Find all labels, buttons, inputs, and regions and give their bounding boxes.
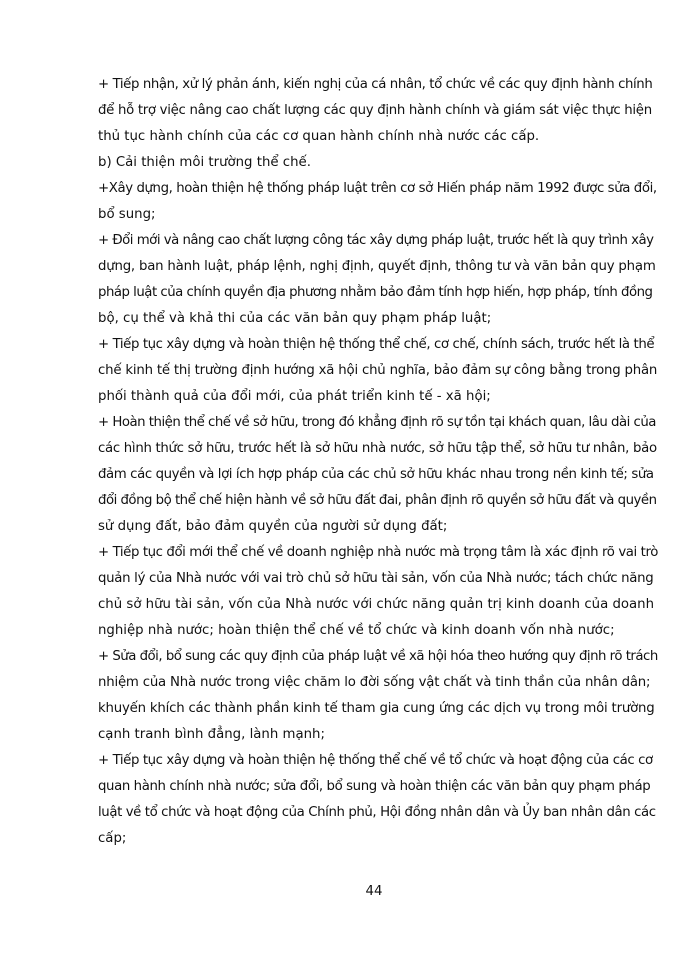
text-line: cạnh tranh bình đẳng, lành mạnh; xyxy=(98,727,325,742)
text-line: +Xây dựng, hoàn thiện hệ thống pháp luật trên cơ sở Hiến pháp năm 1992 được sửa đổi, xyxy=(98,181,657,196)
text-line: quan hành chính nhà nước; sửa đổi, bổ sung và hoàn thiện các văn bản quy phạm pháp xyxy=(98,779,651,794)
text-line: bổ sung; xyxy=(98,207,156,222)
text-line: + Tiếp tục xây dựng và hoàn thiện hệ thống thể chế, cơ chế, chính sách, trước hết là thể xyxy=(98,337,655,352)
text-line: + Tiếp nhận, xử lý phản ánh, kiến nghị của cá nhân, tổ chức về các quy định hành chính xyxy=(98,77,653,92)
text-line: bộ, cụ thể và khả thi của các văn bản quy phạm pháp luật; xyxy=(98,311,492,326)
text-line: dựng, ban hành luật, pháp lệnh, nghị định, quyết định, thông tư và văn bản quy phạm xyxy=(98,259,656,274)
text-line: phối thành quả của đổi mới, của phát triển kinh tế - xã hội; xyxy=(98,389,491,404)
text-line: đảm các quyền và lợi ích hợp pháp của các chủ sở hữu khác nhau trong nền kinh tế; sửa xyxy=(98,467,654,482)
text-line: để hỗ trợ việc nâng cao chất lượng các quy định hành chính và giám sát việc thực hiện xyxy=(98,103,652,118)
text-line: chế kinh tế thị trường định hướng xã hội chủ nghĩa, bảo đảm sự công bằng trong phân xyxy=(98,363,658,378)
page-number: 44 xyxy=(365,884,383,899)
text-line: + Đổi mới và nâng cao chất lượng công tác xây dựng pháp luật, trước hết là quy trình xây xyxy=(98,233,654,248)
text-line: + Hoàn thiện thể chế về sở hữu, trong đó khẳng định rõ sự tồn tại khách quan, lâu dài của xyxy=(98,415,656,430)
text-line: + Tiếp tục đổi mới thể chế về doanh nghiệp nhà nước mà trọng tâm là xác định rõ vai trò xyxy=(98,545,658,560)
text-line: nhiệm của Nhà nước trong việc chăm lo đời sống vật chất và tinh thần của nhân dân; xyxy=(98,675,651,690)
text-line: pháp luật của chính quyền địa phương nhằm bảo đảm tính hợp hiến, hợp pháp, tính đồng xyxy=(98,285,653,300)
section-heading: b) Cải thiện môi trường thể chế. xyxy=(98,155,311,170)
text-line: đổi đồng bộ thể chế hiện hành về sở hữu đất đai, phân định rõ quyền sở hữu đất và quyền xyxy=(98,493,657,508)
text-line: cấp; xyxy=(98,831,127,846)
text-line: thủ tục hành chính của các cơ quan hành chính nhà nước các cấp. xyxy=(98,129,540,144)
text-line: sử dụng đất, bảo đảm quyền của người sử dụng đất; xyxy=(98,519,448,534)
text-line: quản lý của Nhà nước với vai trò chủ sở hữu tài sản, vốn của Nhà nước; tách chức năng xyxy=(98,571,654,586)
text-line: nghiệp nhà nước; hoàn thiện thể chế về tổ chức và kinh doanh vốn nhà nước; xyxy=(98,623,615,638)
text-line: + Tiếp tục xây dựng và hoàn thiện hệ thống thể chế về tổ chức và hoạt động của các cơ xyxy=(98,753,653,768)
text-line: chủ sở hữu tài sản, vốn của Nhà nước với chức năng quản trị kinh doanh của doanh xyxy=(98,597,655,612)
body-text xyxy=(98,72,658,852)
text-line: + Sửa đổi, bổ sung các quy định của pháp luật về xã hội hóa theo hướng quy định rõ trách xyxy=(98,649,658,664)
text-line: khuyến khích các thành phần kinh tế tham gia cung ứng các dịch vụ trong môi trường xyxy=(98,701,655,716)
text-line: luật về tổ chức và hoạt động của Chính phủ, Hội đồng nhân dân và Ủy ban nhân dân các xyxy=(98,805,656,820)
text-line: các hình thức sở hữu, trước hết là sở hữu nhà nước, sở hữu tập thể, sở hữu tư nhân, bảo xyxy=(98,441,657,456)
